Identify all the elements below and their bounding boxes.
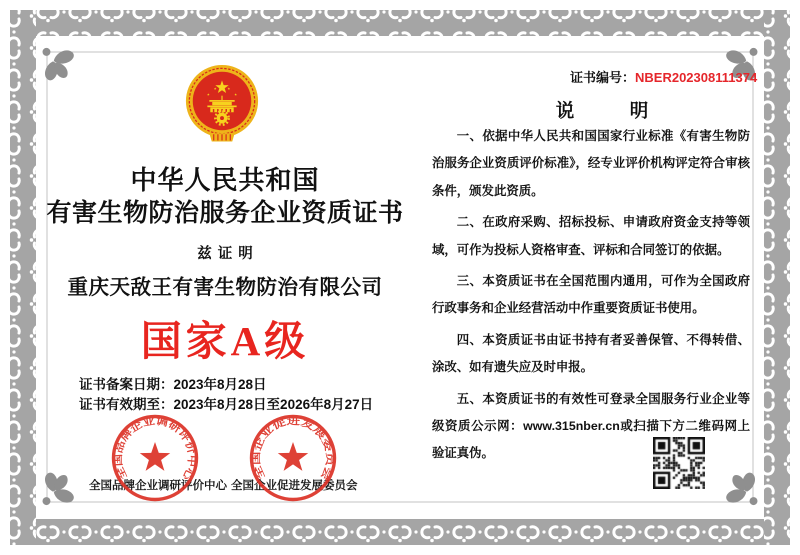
qr-code — [653, 437, 705, 489]
explanation-item-5: 五、本资质证书的有效性可登录全国服务行业企业等级资质公示网：www.315nber.cn或扫描下方二维码网上验证真伪。 — [432, 391, 750, 461]
country-title: 中华人民共和国 — [130, 165, 320, 195]
record-date-label: 证书备案日期： — [79, 377, 174, 392]
seal-right-arc-text: 全国企业促进发展委员会 — [250, 415, 336, 481]
record-date-value: 2023年8月28日 — [173, 377, 267, 392]
date-block — [79, 375, 373, 415]
certificate-number-line — [570, 67, 757, 86]
certify-intro: 兹证明 — [197, 246, 259, 262]
seal-left-arc-text: 全国品牌企业调研评价中心 — [112, 415, 198, 482]
certificate-title: 有害生物防治服务企业资质证书 — [46, 199, 404, 227]
validity-value: 2023年8月28日至2026年8月27日 — [173, 397, 374, 412]
certificate-number-value: NBER202308111374 — [635, 70, 758, 85]
validity-label: 证书有效期至： — [79, 397, 174, 412]
explanation-item-4: 四、本资质证书由证书持有者妥善保管、不得转借、涂改、如有遗失应及时申报。 — [432, 332, 750, 375]
company-name: 重庆天敌王有害生物防治有限公司 — [67, 276, 383, 299]
national-emblem-icon — [183, 55, 261, 150]
explanation-body — [432, 123, 750, 472]
explanation-item-2: 二、在政府采购、招标投标、申请政府资金支持等领域，可作为投标人资格审查、评标和合同签订的依据。 — [432, 215, 750, 257]
seal-label-left: 全国品牌企业调研评价中心 — [89, 480, 227, 492]
certificate-number-label: 证书编号： — [570, 70, 636, 85]
explanation-item-3: 三、本资质证书在全国范围内通用，可作为全国政府行政事务和企业经营活动中作重要资质证书使用。 — [432, 274, 750, 316]
explanation-heading: 说 明 — [555, 100, 649, 121]
explanation-item-1: 一、依据中华人民共和国国家行业标准《有害生物防治服务企业资质评价标准》，经专业评价机构评定符合审核条件，颁发此资质。 — [432, 129, 750, 198]
seal-label-right: 全国企业促进发展委员会 — [231, 480, 358, 492]
record-date-line — [79, 375, 373, 395]
validity-line — [79, 395, 373, 415]
grade-text: 国家A级 — [140, 318, 310, 364]
